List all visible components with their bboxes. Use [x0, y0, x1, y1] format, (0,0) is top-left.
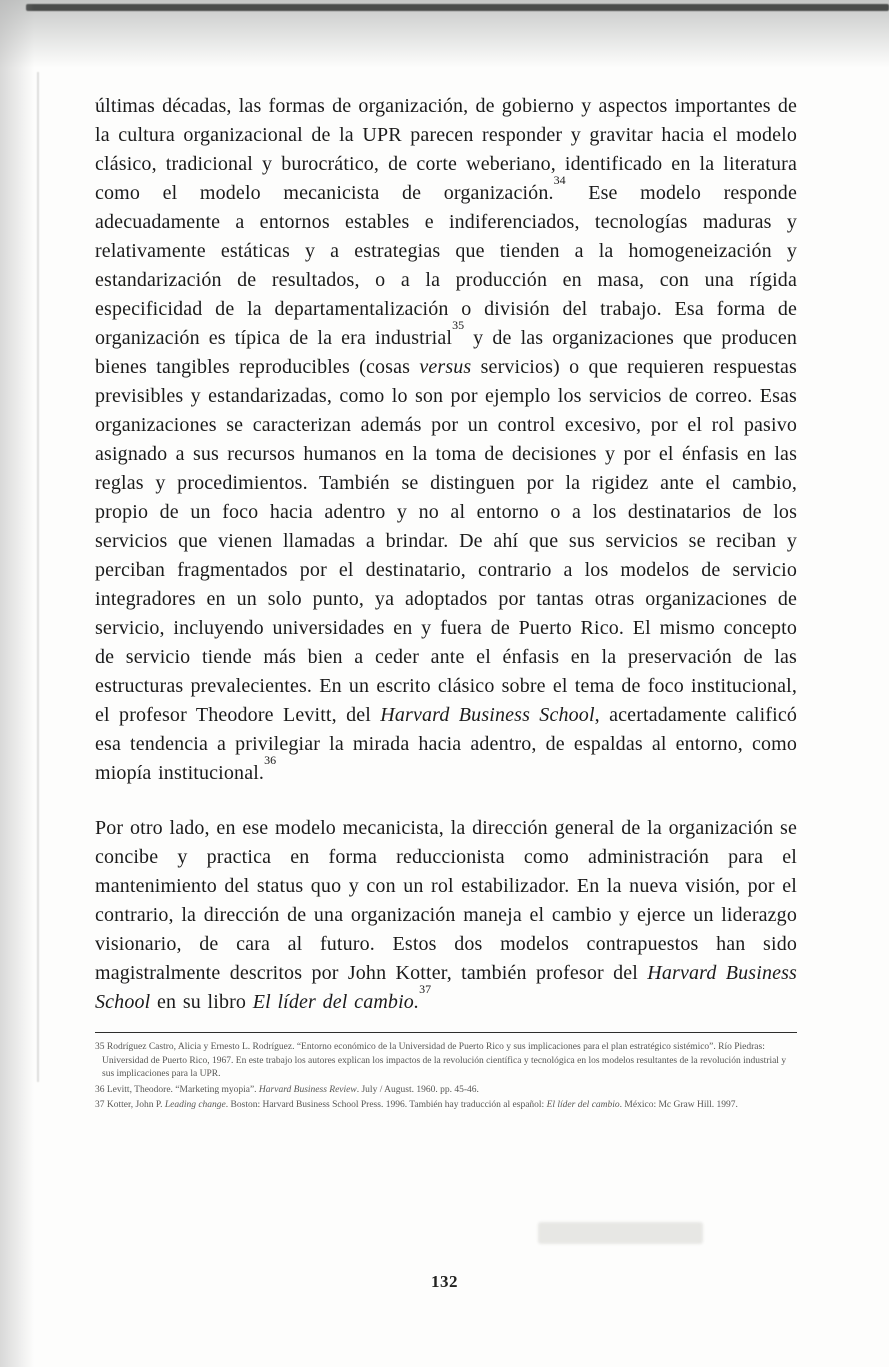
footnote-ref-37: 37 — [419, 982, 432, 997]
text-run: 35 Rodríguez Castro, Alicia y Ernesto L. Rodríguez. “Entorno económico de la Universidad de Puerto Rico y sus implicaciones para el plan estratégico sistémico”. Río Piedras: Universidad de Puerto Rico, 1967. En este trabajo los autores explican los impactos de la revolución científica y tecnológica en los modelos resultantes de la revolución industrial y sus implicaciones para la UPR. — [95, 1042, 787, 1079]
text-run: últimas décadas, las formas de organización, de gobierno y aspectos importantes de la cultura organizacional de la UPR parecen responder y gravitar hacia el modelo clásico, tradicional y burocrático, de corte weberiano, identificado en la literatura como el modelo mecanicista de organización. — [95, 95, 797, 204]
paragraph-2 — [95, 814, 797, 1017]
italic-term-harvard-business-school: Harvard Business School — [95, 962, 797, 1013]
text-run: en su libro — [150, 991, 253, 1013]
footnotes-section — [95, 1041, 797, 1113]
text-run: 37 Kotter, John P. — [95, 1100, 165, 1110]
italic-term-el-lider-del-cambio: El líder del cambio — [546, 1100, 620, 1110]
text-run: 36 Levitt, Theodore. “Marketing myopia”. — [95, 1084, 259, 1095]
footnote-ref-36: 36 — [264, 753, 277, 768]
scan-edge-bar — [26, 4, 889, 11]
text-run: servicios) o que requieren respuestas previsibles y estandarizadas, como lo son por ejemplo los servicios de correo. Esas organizaciones se caracterizan además por un control excesivo, por el rol pasivo asignado a sus recursos humanos en la toma de decisiones y por el énfasis en las reglas y procedimientos. También se distinguen por la rigidez ante el cambio, propio de un foco hacia adentro y no al entorno o a los destinatarios de los servicios que vienen llamadas a brindar. De ahí que sus servicios se reciban y perciban fragmentados por el destinatario, contrario a los modelos de servicio integradores en un solo punto, ya adoptados por tantas otras organizaciones de servicio, incluyendo universidades en y fuera de Puerto Rico. El mismo concepto de servicio tiende más bien a ceder ante el énfasis en la preservación de las estructuras prevalecientes. En un escrito clásico sobre el tema de foco institucional, el profesor Theodore Levitt, del — [95, 356, 797, 726]
footnote-35 — [95, 1041, 797, 1082]
text-run: . Boston: Harvard Business School Press. 1996. También hay traducción al español: — [225, 1100, 547, 1110]
footnote-37 — [95, 1099, 797, 1113]
text-run: y de las organizaciones que producen bienes tangibles reproducibles (cosas — [95, 327, 797, 378]
paragraph-1 — [95, 92, 797, 788]
italic-term-leading-change: Leading change — [164, 1100, 226, 1110]
text-run: Ese modelo responde adecuadamente a entornos estables e indiferenciados, tecnologías maduras y relativamente estáticas y a estrategias que tienden a la homogeneización y estandarización de resultados, o a la producción en masa, con una rígida especificidad de la departamentalización o división del trabajo. Esa forma de organización es típica de la era industrial — [95, 182, 797, 349]
italic-term-harvard-business-school: Harvard Business School — [380, 704, 595, 726]
italic-term-harvard-business-review: Harvard Business Review — [258, 1084, 357, 1095]
scan-left-line-artifact — [37, 72, 39, 1082]
footnote-separator — [95, 1032, 797, 1033]
footnote-ref-35: 35 — [452, 318, 465, 333]
text-run: Por otro lado, en ese modelo mecanicista, la dirección general de la organización se concibe y practica en forma reduccionista como administración para el mantenimiento del status quo y con un rol estabilizador. En la nueva visión, por el contrario, la dirección de una organización maneja el cambio y ejerce un liderazgo visionario, de cara al futuro. Estos dos modelos contrapuestos han sido magistralmente descritos por John Kotter, también profesor del — [95, 817, 797, 984]
page-number: 132 — [431, 1272, 458, 1291]
text-run: . July / August. 1960. pp. 45-46. — [356, 1084, 479, 1095]
italic-term-book-title: El líder del cambio. — [252, 991, 420, 1013]
footnote-ref-34: 34 — [553, 173, 566, 188]
text-run: . México: Mc Graw Hill. 1997. — [619, 1100, 738, 1110]
scan-left-shadow — [0, 0, 34, 1367]
scan-smudge-artifact — [538, 1222, 703, 1244]
text-run: , acertadamente calificó esa tendencia a privilegiar la mirada hacia adentro, de espaldas al entorno, como miopía institucional. — [95, 704, 798, 784]
footnote-36 — [95, 1084, 797, 1098]
page-content — [95, 92, 797, 1115]
italic-term-versus: versus — [419, 356, 472, 378]
